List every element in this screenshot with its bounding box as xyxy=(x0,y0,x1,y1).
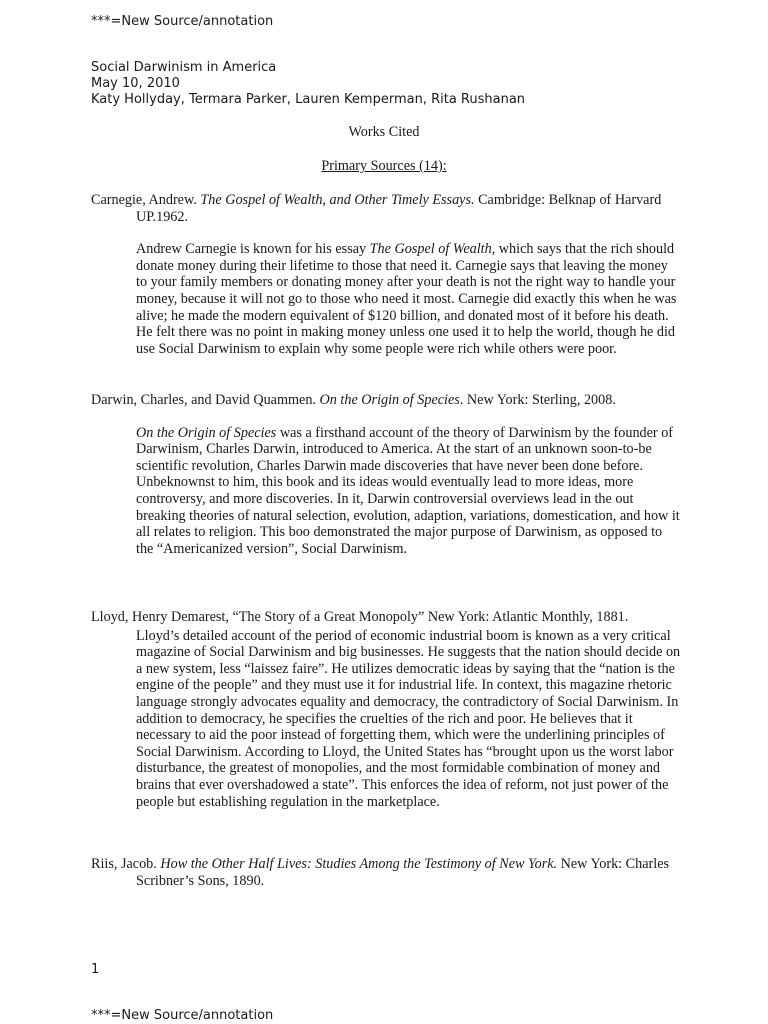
project-title: Social Darwinism in America xyxy=(91,60,277,75)
citation-publication: New York: Charles Scribner’s Sons, 1890. xyxy=(136,856,670,889)
citation-publication: Cambridge: Belknap of Harvard UP.1962. xyxy=(136,192,662,225)
citation-entry xyxy=(91,392,691,557)
citation-entry xyxy=(91,856,691,889)
citation-title: On the Origin of Species xyxy=(319,392,460,408)
section-subtitle: Primary Sources (14): xyxy=(321,158,447,174)
citation-text xyxy=(91,856,691,889)
citation-author: Lloyd, Henry Demarest, “The Story of a Great Monopoly” New York: Atlantic Monthly, 1881. xyxy=(91,609,629,625)
header-note: ***=New Source/annotation xyxy=(91,14,274,29)
citation-text xyxy=(91,392,691,409)
annotation-text: Andrew Carnegie is known for his essay The Gospel of Wealth, which says that the rich should donate money during their lifetime to those that need it. Carnegie says that leaving the money to your family members or donating money after your death is not the right way to handle your money, because it will not go to those who need it most. Carnegie did exactly this when he was alive; he made the modern equivalent of $120 billion, and donated most of it before his death. He felt there was no point in making money unless one used it to help the world, though he did use Social Darwinism to explain why some people were rich while others were poor. xyxy=(136,241,677,357)
author-list: Katy Hollyday, Termara Parker, Lauren Kemperman, Rita Rushanan xyxy=(91,92,526,107)
citation-text xyxy=(91,609,691,626)
citation-title: The Gospel of Wealth, and Other Timely Essays. xyxy=(200,192,475,208)
document-date: May 10, 2010 xyxy=(91,76,180,91)
citation-title: How the Other Half Lives: Studies Among the Testimony of New York. xyxy=(160,856,558,872)
document-meta xyxy=(91,60,525,108)
page-number: 1 xyxy=(91,962,100,977)
annotation-text: On the Origin of Species was a firsthand account of the theory of Darwinism by the founder of Darwinism, Charles Darwin, introduced to America. At the start of an unknown soon-to-be scientific revolution, Charles Darwin made discoveries that have never been done before. Unbeknownst to him, this book and its ideas would eventually lead to more ideas, more controversy, and more discoveries. In it, Darwin controversial overviews lead in the out breaking theories of natural selection, evolution, adaption, variations, domestication, and how it all relates to religion. This boo demonstrated the major purpose of Darwinism, as opposed to the “Americanized version”, Social Darwinism. xyxy=(136,424,680,557)
citation-entry xyxy=(91,609,691,810)
footer-note: ***=New Source/annotation xyxy=(91,1008,274,1023)
citation-author: Darwin, Charles, and David Quammen. xyxy=(91,392,320,408)
citation-author: Riis, Jacob. xyxy=(91,856,161,872)
annotation-text: Lloyd’s detailed account of the period of economic industrial boom is known as a very critical magazine of Social Darwinism and big businesses. He suggests that the nation should decide on a new system, less “laissez faire”. He utilizes democratic ideas by saying that the “nation is the engine of the people” and they must use it for industrial life. In context, this magazine rhetoric language strongly advocates equality and democracy, the contradictory of Social Darwinism. In addition to democracy, he specifies the cruelties of the rich and poor. He believes that it necessary to aid the poor instead of forgetting them, which were the underlining principles of Social Darwinism. According to Lloyd, the United States has “brought upon us the worst labor disturbance, the greatest of monopolies, and the most formidable combination of money and brains that ever overshadowed a state”. This enforces the idea of reform, not just power of the people but establishing regulation in the marketplace. xyxy=(136,627,681,810)
citation-entry xyxy=(91,192,691,357)
citation-text xyxy=(91,192,691,225)
citation-author: Carnegie, Andrew. xyxy=(91,192,201,208)
citation-publication: . New York: Sterling, 2008. xyxy=(459,392,616,408)
section-title: Works Cited xyxy=(348,124,420,140)
